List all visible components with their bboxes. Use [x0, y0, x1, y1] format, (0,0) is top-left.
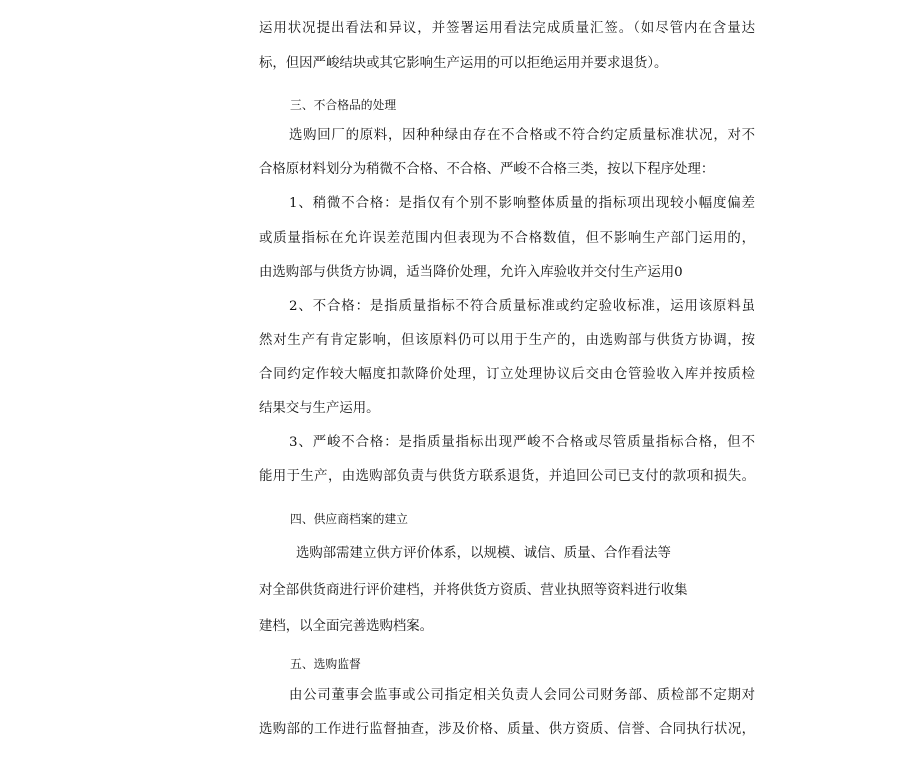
section-heading: 三、不合格品的处理: [290, 98, 397, 112]
paragraph-line: 或质量指标在允许误差范围内但表现为不合格数值，但不影响生产部门运用的，: [259, 231, 755, 246]
paragraph-line: 由公司董事会监事或公司指定相关负责人会同公司财务部、质检部不定期对: [289, 688, 755, 703]
paragraph-line: 选购部需建立供方评价体系，以规模、诚信、质量、合作看法等: [296, 546, 671, 561]
paragraph-line: 然对生产有肯定影响，但该原料仍可以用于生产的，由选购部与供货方协调，按: [259, 333, 755, 348]
paragraph-line: 标，但因严峻结块或其它影响生产运用的可以拒绝运用并要求退货）。: [259, 56, 668, 71]
paragraph-line: 2、不合格：是指质量指标不符合质量标准或约定验收标准，运用该原料虽: [289, 299, 755, 314]
paragraph-line: 1、稍微不合格：是指仅有个别不影响整体质量的指标项出现较小幅度偏差: [289, 196, 755, 211]
paragraph-line: 运用状况提出看法和异议，并签署运用看法完成质量汇签。（如尽管内在含量达: [259, 21, 755, 36]
paragraph-line: 由选购部与供货方协调，适当降价处理，允许入库验收并交付生产运用0: [259, 265, 683, 280]
paragraph-line: 能用于生产，由选购部负责与供货方联系退货，并追回公司已支付的款项和损失。: [259, 469, 755, 484]
paragraph-line: 对全部供货商进行评价建档，并将供货方资质、营业执照等资料进行收集: [259, 583, 688, 598]
paragraph-line: 选购部的工作进行监督抽查，涉及价格、质量、供方资质、信誉、合同执行状况，: [259, 722, 755, 737]
paragraph-line: 3、严峻不合格：是指质量指标出现严峻不合格或尽管质量指标合格，但不: [289, 435, 755, 450]
paragraph-line: 结果交与生产运用。: [259, 401, 380, 416]
paragraph-line: 选购回厂的原料，因种种绿由存在不合格或不符合约定质量标准状况，对不: [289, 128, 755, 143]
section-heading: 五、选购监督: [290, 657, 361, 671]
paragraph-line: 建档，以全面完善选购档案。: [259, 619, 434, 634]
paragraph-line: 合同约定作较大幅度扣款降价处理，订立处理协议后交由仓管验收入库并按质检: [259, 367, 755, 382]
paragraph-line: 合格原材料划分为稍微不合格、不合格、严峻不合格三类，按以下程序处理：: [259, 162, 715, 177]
section-heading: 四、供应商档案的建立: [290, 512, 408, 526]
